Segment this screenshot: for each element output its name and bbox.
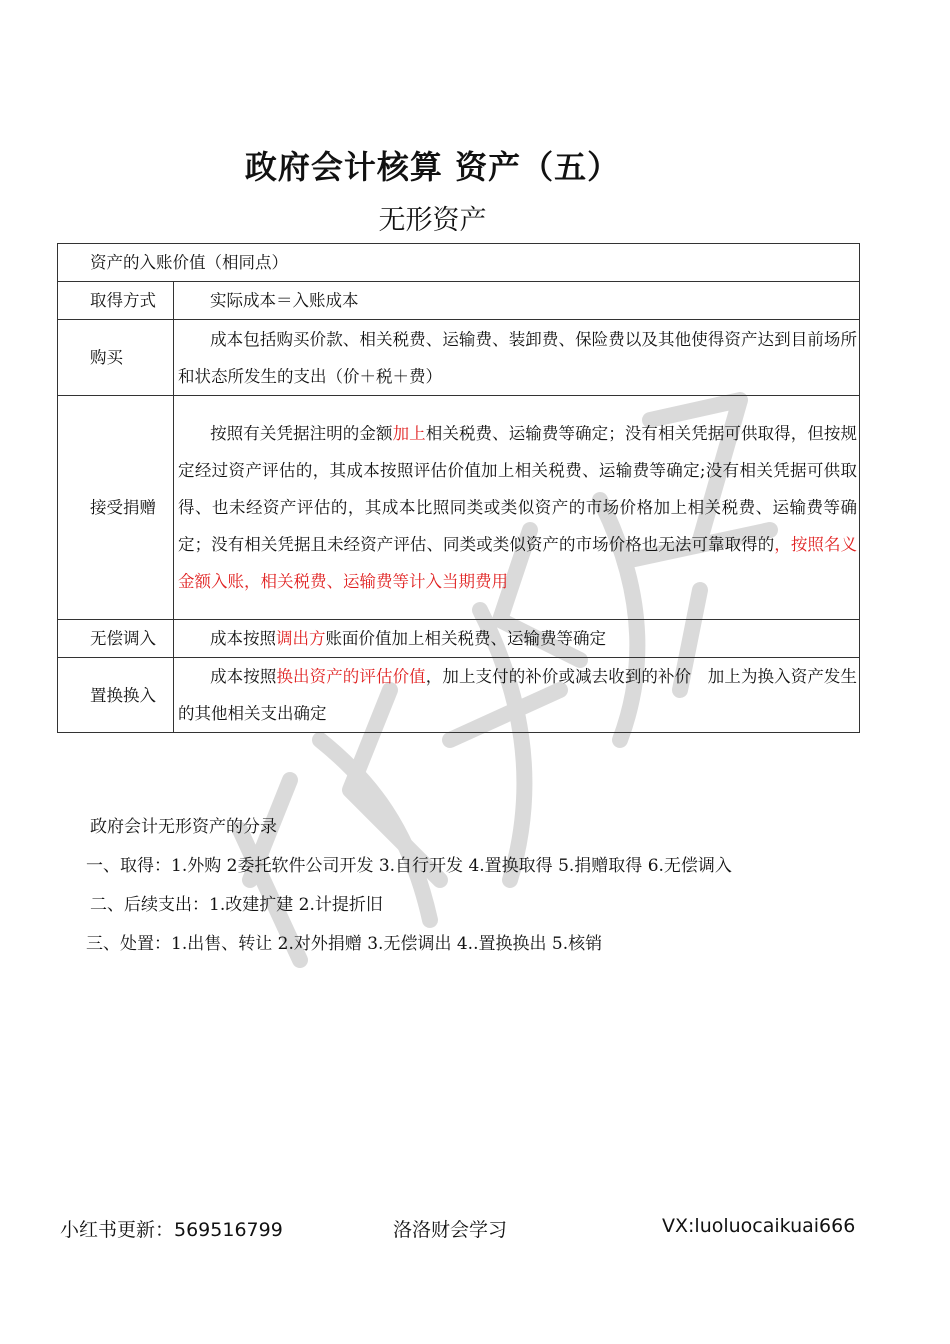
content-segment: 实际成本＝入账成本 [210, 291, 359, 310]
content-segment: ，加上支付的补价或减去收到的补价 加上为换入资产发生的其他相关支出确定 [178, 667, 858, 723]
content-segment: 成本包括购买价款、相关税费、运输费、装卸费、保险费以及其他使得资产达到目前场所和状态所发生的支出（价＋税＋费） [178, 329, 857, 386]
table-header-row [58, 244, 860, 282]
notes-line: 三、处置：1.出售、转让 2.对外捐赠 3.无偿调出 4..置换换出 5.核销 [86, 934, 603, 954]
page-subtitle: 无形资产 [378, 205, 487, 236]
table-row [58, 620, 860, 658]
content-segment: 成本按照 [210, 629, 276, 648]
content-segment: 相关税费、运输费等确定；没有相关凭据可供取得，但按规定经过资产评估的，其成本按照评估价值加上相关税费、运输费等确定;没有相关凭据可供取得、也未经资产评估的，其成本比照同类或类似资产的市场价格加上相关税费、运输费等确定；没有相关凭据且未经资产评估、同类或类似资产的市场价格也无法可靠取得的 [178, 424, 858, 554]
table-header: 资产的入账价值（相同点） [58, 244, 860, 282]
notes-section [86, 808, 732, 964]
valuation-table [57, 243, 860, 733]
content-segment: 成本按照 [210, 667, 277, 686]
row-label: 购买 [58, 320, 174, 396]
table-row [58, 282, 860, 320]
row-label: 置换换入 [58, 658, 174, 733]
table-row [58, 320, 860, 396]
highlight-segment: ，按照名义金额入账，相关税费、运输费等计入当期费用 [178, 535, 857, 591]
row-content [174, 282, 860, 320]
content-segment: 按照有关凭据注明的金额 [210, 424, 393, 443]
row-content [174, 620, 860, 658]
table-row [58, 658, 860, 733]
table-row [58, 396, 860, 620]
highlight-segment: 换出资产的评估价值 [276, 667, 426, 686]
footer-left: 小红书更新：569516799 [60, 1219, 283, 1241]
highlight-segment: 加上 [392, 424, 426, 443]
notes-heading: 政府会计无形资产的分录 [90, 817, 277, 837]
highlight-segment: 调出方 [276, 629, 326, 648]
row-content [174, 396, 860, 620]
footer-center: 洛洛财会学习 [393, 1219, 508, 1241]
notes-line: 一、取得：1.外购 2委托软件公司开发 3.自行开发 4.置换取得 5.捐赠取得 6.无偿调入 [86, 856, 732, 876]
row-content [174, 320, 860, 396]
row-content [174, 658, 860, 733]
row-label: 取得方式 [58, 282, 174, 320]
row-label: 接受捐赠 [58, 396, 174, 620]
content-segment: 账面价值加上相关税费、运输费等确定 [325, 629, 606, 648]
footer-right: VX:luoluocaikuai666 [662, 1215, 856, 1237]
row-label: 无偿调入 [58, 620, 174, 658]
page-title: 政府会计核算 资产（五） [244, 148, 621, 186]
notes-line: 二、后续支出：1.改建扩建 2.计提折旧 [90, 895, 383, 915]
